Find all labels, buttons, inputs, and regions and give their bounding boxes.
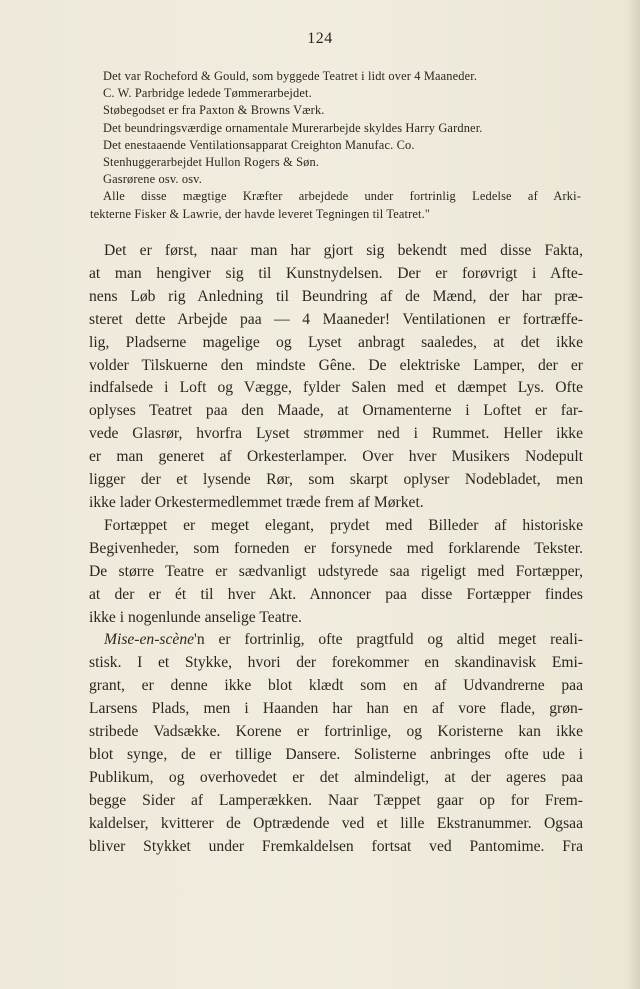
text-line: at man hengiver sig til Kunstnydelsen. Der er forøvrigt i Afte- <box>89 264 583 282</box>
page-edge-shadow <box>626 0 640 989</box>
quoted-credits-block <box>90 68 581 223</box>
text-line: Publikum, og overhovedet er det almindeligt, at der ageres paa <box>89 768 583 786</box>
paragraph-2 <box>89 515 583 630</box>
text-line: De større Teatre er sædvanligt udstyrede saa rigeligt med Fortæpper, <box>89 562 583 580</box>
quote-line: tekterne Fisker & Lawrie, der havde leveret Tegningen til Teatret." <box>90 206 431 221</box>
text-line: Fortæppet er meget elegant, prydet med Billeder af historiske <box>104 516 583 534</box>
text-line: volder Tilskuerne den mindste Gêne. De elektriske Lamper, der er <box>89 356 583 374</box>
text-run: 'n er fortrinlig, ofte pragtfuld og altid meget reali- <box>194 631 583 649</box>
text-line: nens Løb rig Anledning til Beundring af de Mænd, der har præ- <box>89 287 583 305</box>
text-line: ikke i nogenlunde anselige Teatre. <box>89 608 302 626</box>
text-line: kaldelser, kvitterer de Optrædende ved et lille Ekstranummer. Ogsaa <box>89 814 583 832</box>
text-line: Det er først, naar man har gjort sig bekendt med disse Fakta, <box>104 242 583 259</box>
quote-line: C. W. Parbridge ledede Tømmerarbejdet. <box>103 86 312 101</box>
quote-line: Alle disse mægtige Kræfter arbejdede under fortrinlig Ledelse af Arki- <box>103 189 581 204</box>
quote-line: Det var Rocheford & Gould, som byggede Teatret i lidt over 4 Maaneder. <box>103 69 478 83</box>
text-line: stribede Vadsække. Korene er fortrinlige, og Koristerne kan ikke <box>89 723 583 741</box>
body-text <box>89 240 583 858</box>
page-number: 124 <box>307 30 333 47</box>
text-line: steret dette Arbejde paa — 4 Maaneder! Ventilationen er fortræffe- <box>89 310 583 328</box>
quote-line: Støbegodset er fra Paxton & Browns Værk. <box>103 103 325 118</box>
paragraph-1 <box>89 240 583 515</box>
text-line: oplyses Teatret paa den Maade, at Ornamenterne i Loftet er far- <box>89 402 583 420</box>
text-line: ligger der et lysende Rør, som skarpt oplyser Nodebladet, men <box>89 471 583 489</box>
text-line: stisk. I et Stykke, hvori der forekommer en skandinavisk Emi- <box>89 654 583 672</box>
quote-line: Det enestaaende Ventilationsapparat Creighton Manufac. Co. <box>103 137 415 152</box>
text-line: Larsens Plads, men i Haanden har han en af vore flade, grøn- <box>89 700 583 718</box>
text-line: Begivenheder, som forneden er forsynede med forklarende Tekster. <box>89 539 583 557</box>
text-line: blot synge, de er tillige Dansere. Solisterne anbringes ofte ude i <box>89 745 583 763</box>
text-line: indfalsede i Loft og Vægge, fylder Salen med et dæmpet Lys. Ofte <box>89 379 583 397</box>
italic-term: Mise-en-scène <box>104 631 195 649</box>
paragraph-3 <box>89 629 583 858</box>
quote-line: Stenhuggerarbejdet Hullon Rogers & Søn. <box>103 155 320 170</box>
quote-line: Det beundringsværdige ornamentale Murerarbejde skyldes Harry Gardner. <box>103 120 483 135</box>
text-line: vede Glasrør, hvorfra Lyset strømmer ned i Rummet. Heller ikke <box>89 425 583 443</box>
text-line: at der er ét til hver Akt. Annoncer paa disse Fortæpper findes <box>89 585 583 603</box>
text-line: begge Sider af Lamperækken. Naar Tæppet gaar op for Frem- <box>89 791 583 809</box>
text-line: lig, Pladserne magelige og Lyset anbragt saaledes, at det ikke <box>89 333 583 351</box>
text-line <box>89 629 583 652</box>
text-line: bliver Stykket under Fremkaldelsen fortsat ved Pantomime. Fra <box>89 837 583 855</box>
text-line: ikke lader Orkestermedlemmet træde frem af Mørket. <box>89 493 424 511</box>
text-line: er man generet af Orkesterlamper. Over hver Musikers Nodepult <box>89 448 583 466</box>
text-line: grant, er denne ikke blot klædt som en af Udvandrerne paa <box>89 677 583 695</box>
quote-line: Gasrørene osv. osv. <box>103 172 202 187</box>
